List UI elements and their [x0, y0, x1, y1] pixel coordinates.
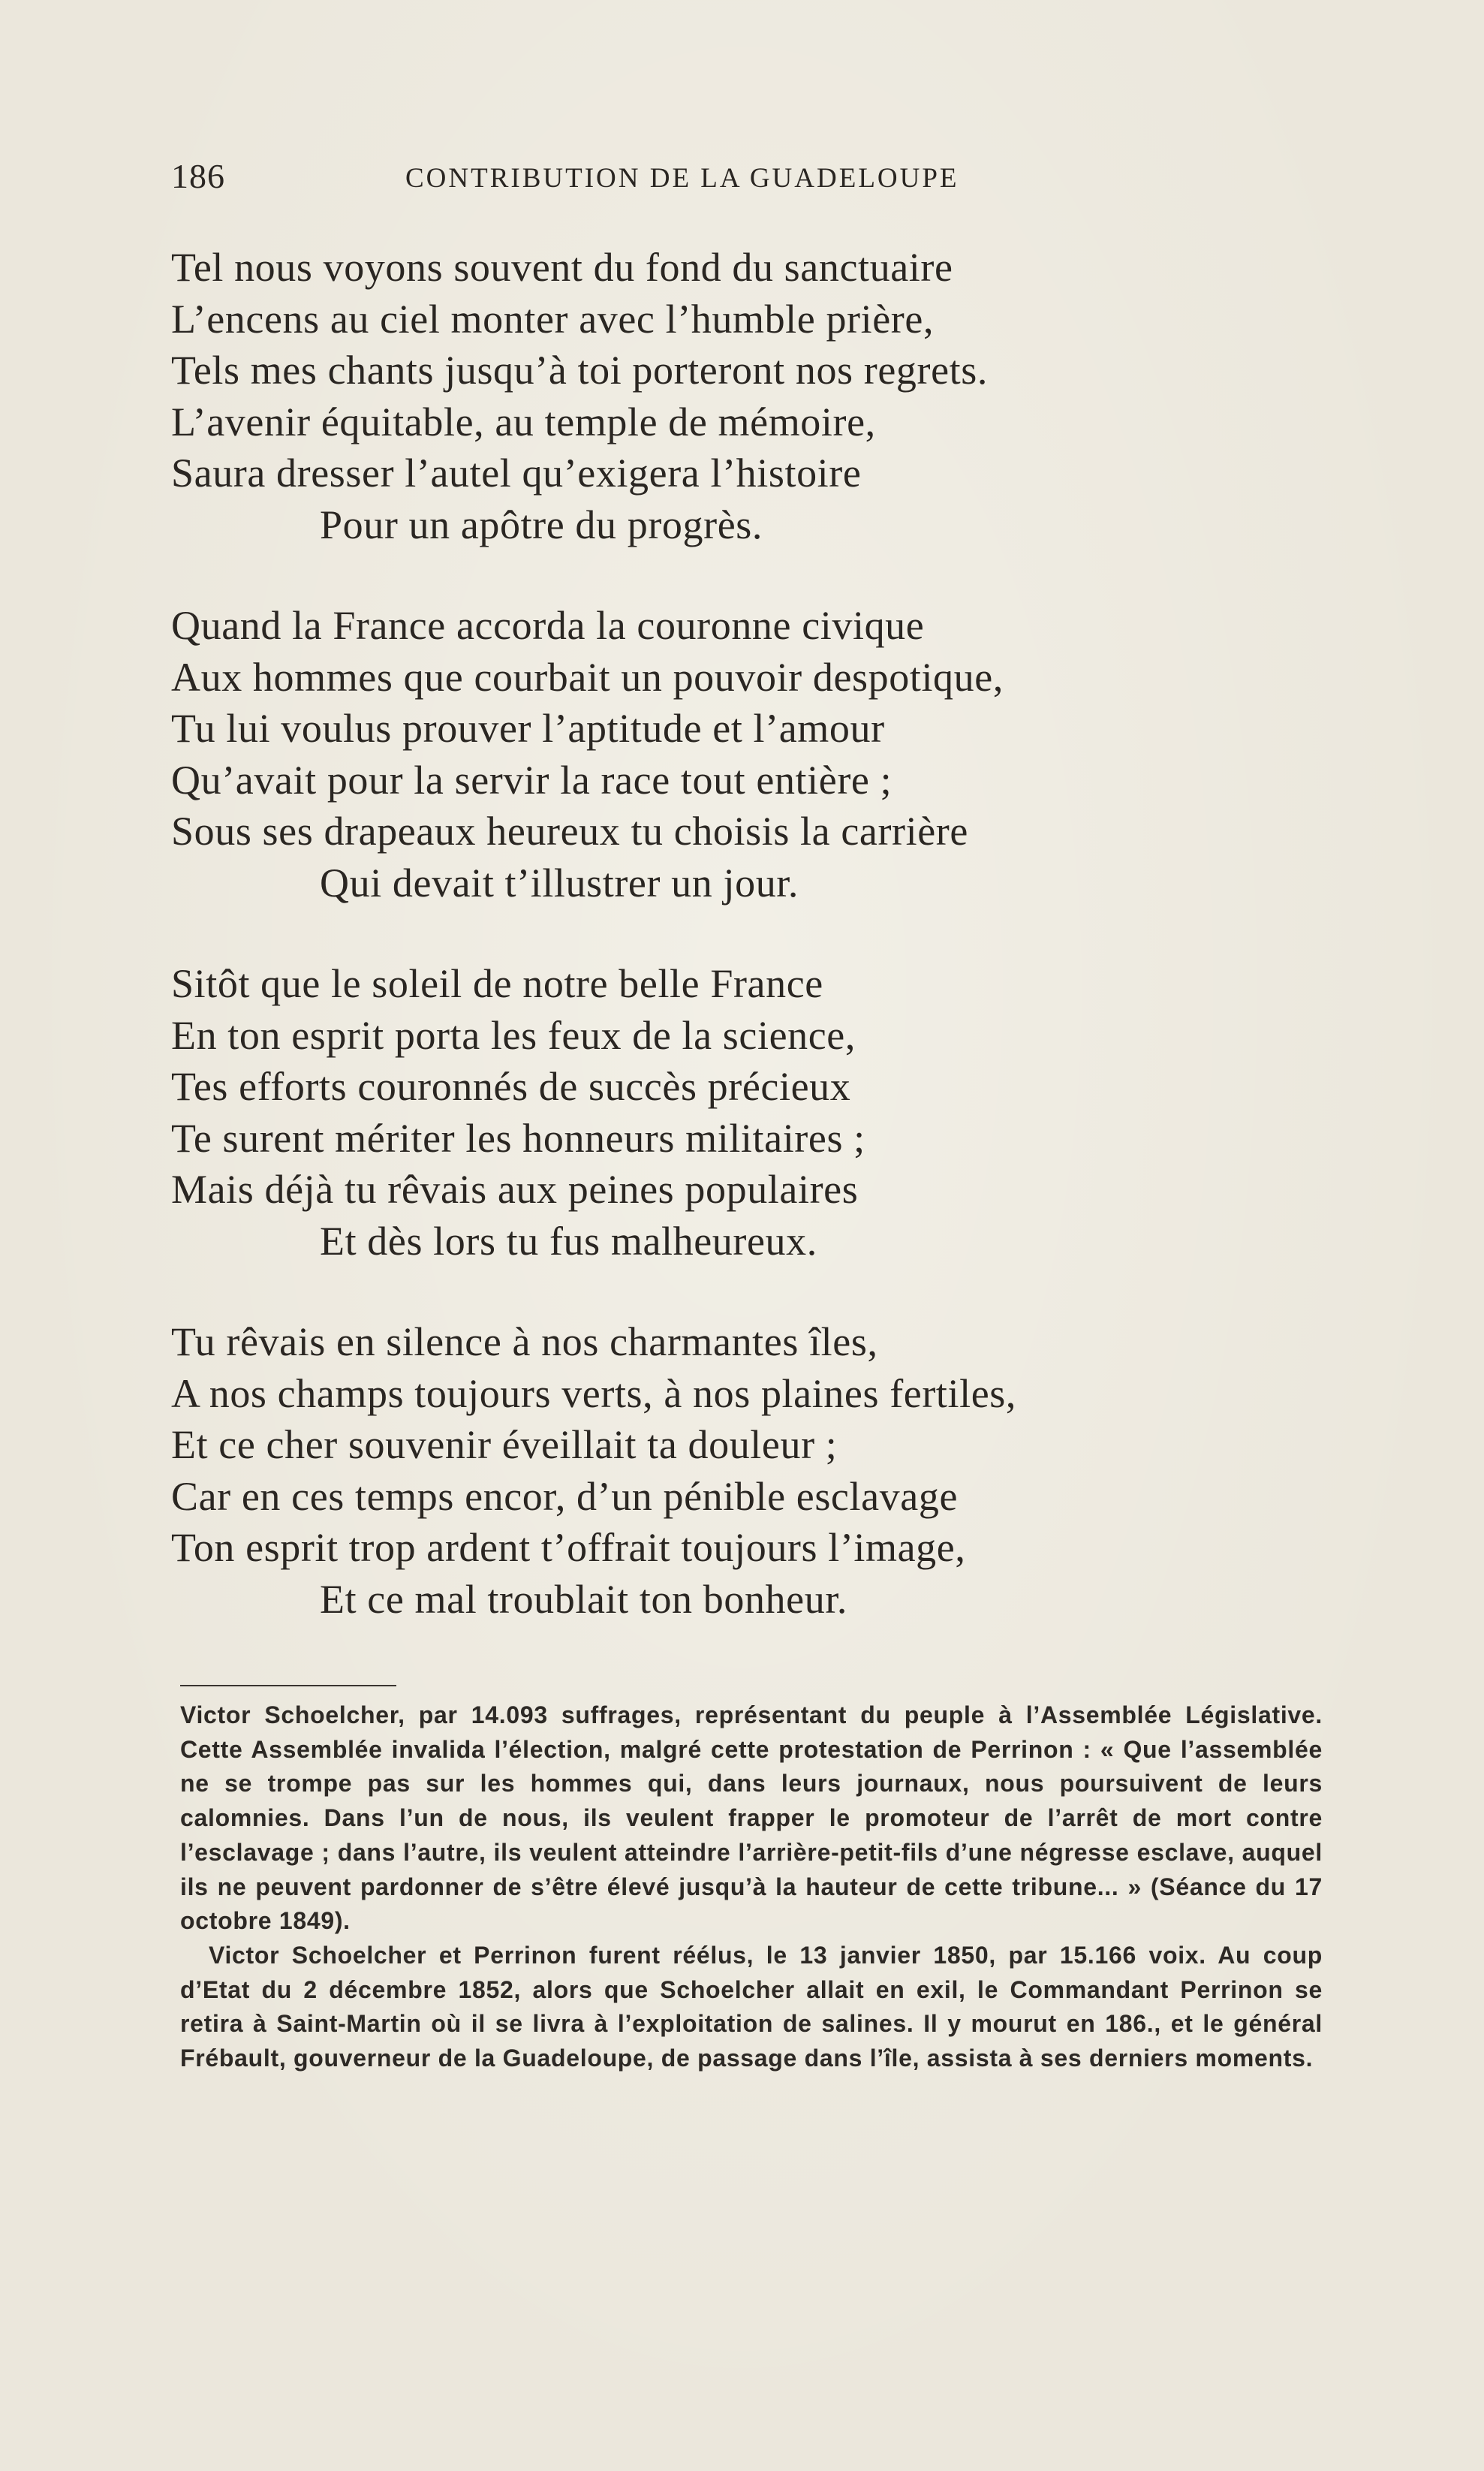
verse-line: Tu rêvais en silence à nos charmantes îles, — [171, 1319, 878, 1364]
verse-line: Aux hommes que courbait un pouvoir despotique, — [171, 654, 1004, 700]
verse-line: Te surent mériter les honneurs militaires ; — [171, 1115, 865, 1161]
verse-line-indented: Et dès lors tu fus malheureux. — [320, 1218, 817, 1264]
verse-line: Tes efforts couronnés de succès précieux — [171, 1064, 851, 1109]
verse-line: L’avenir équitable, au temple de mémoire, — [171, 399, 876, 444]
verse-line: Qu’avait pour la servir la race tout entière ; — [171, 757, 893, 803]
running-title: CONTRIBUTION DE LA GUADELOUPE — [405, 163, 959, 194]
verse-line: Mais déjà tu rêvais aux peines populaires — [171, 1167, 859, 1212]
footnote-paragraph: Victor Schoelcher, par 14.093 suffrages, représentant du peuple à l’Assemblée Législative. Cette Assemblée invalida l’élection, malgré cette protestation de Perrinon : « Que l’assemblée ne se trompe pas sur les hommes qui, dans leurs journaux, nous poursuivent de leurs calomnies. Dans l’un de nous, ils veulent frapper le promoteur de l’arrêt de mort contre l’esclavage ; dans l’autre, ils veulent atteindre l’arrière-petit-fils d’une négresse esclave, auquel ils ne peuvent pardonner de s’être élevé jusqu’à la hauteur de cette tribune... » (Séance du 17 octobre 1849). — [180, 1701, 1323, 1935]
verse-line: Quand la France accorda la couronne civique — [171, 603, 925, 648]
verse-line-indented: Qui devait t’illustrer un jour. — [320, 860, 799, 906]
verse-line: Sous ses drapeaux heureux tu choisis la carrière — [171, 809, 968, 854]
footnotes — [180, 1698, 1323, 2076]
verse-line: Et ce cher souvenir éveillait ta douleur ; — [171, 1422, 838, 1467]
verse-line: Tu lui voulus prouver l’aptitude et l’amour — [171, 706, 885, 751]
verse-line-indented: Pour un apôtre du progrès. — [320, 502, 763, 547]
verse-line: Ton esprit trop ardent t’offrait toujours l’image, — [171, 1525, 966, 1570]
running-head — [171, 156, 1320, 201]
footnote-separator — [180, 1685, 396, 1686]
footnote-paragraph: Victor Schoelcher et Perrinon furent réélus, le 13 janvier 1850, par 15.166 voix. Au coup d’Etat du 2 décembre 1852, alors que Schoelcher allait en exil, le Commandant Perrinon se retira à Saint-Martin où il se livra à l’exploitation de salines. Il y mourut en 186., et le général Frébault, gouverneur de la Guadeloupe, de passage dans l’île, assista à ses derniers moments. — [180, 1941, 1323, 2072]
verse-line: Tels mes chants jusqu’à toi porteront nos regrets. — [171, 348, 988, 393]
verse-line-indented: Et ce mal troublait ton bonheur. — [320, 1576, 848, 1622]
verse-line: A nos champs toujours verts, à nos plaines fertiles, — [171, 1370, 1017, 1416]
stanza-3 — [171, 958, 1327, 1267]
verse-line: Saura dresser l’autel qu’exigera l’histoire — [171, 451, 862, 496]
page-number: 186 — [171, 157, 225, 195]
verse-line: Car en ces temps encor, d’un pénible esclavage — [171, 1473, 959, 1519]
stanza-1 — [171, 242, 1327, 550]
poem — [171, 242, 1327, 1674]
verse-line: Tel nous voyons souvent du fond du sanctuaire — [171, 245, 953, 290]
verse-line: Sitôt que le soleil de notre belle France — [171, 961, 823, 1006]
stanza-4 — [171, 1316, 1327, 1625]
stanza-2 — [171, 600, 1327, 909]
verse-line: En ton esprit porta les feux de la science, — [171, 1012, 856, 1058]
verse-line: L’encens au ciel monter avec l’humble prière, — [171, 296, 935, 342]
